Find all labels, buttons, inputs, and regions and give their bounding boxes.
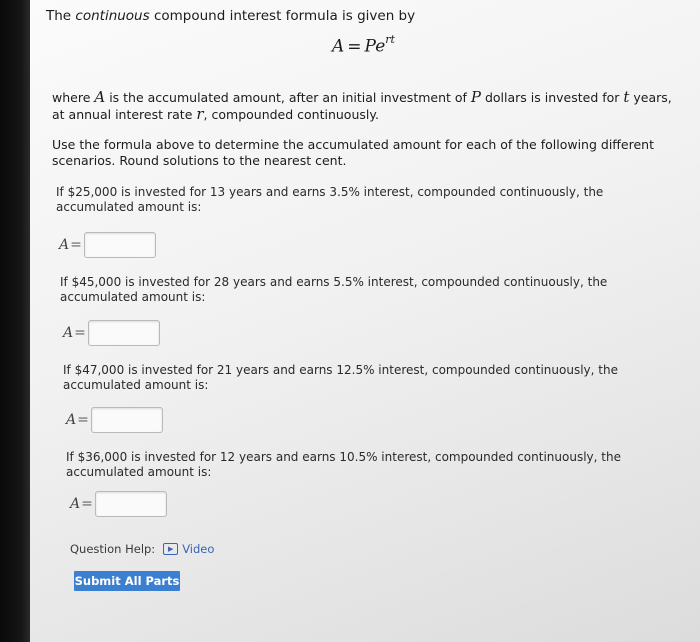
scenario-1-text: If $25,000 is invested for 13 years and earns 3.5% interest, compounded continuously, the accumulated amount is: xyxy=(56,185,604,214)
answer-label: A xyxy=(70,496,81,512)
compound-interest-formula: $A = Pe^{rt}$ xyxy=(332,33,395,57)
video-link-label: Video xyxy=(182,542,215,556)
scenario-4-answer xyxy=(70,491,167,517)
intro-emphasis: continuous xyxy=(75,8,150,24)
scenario-4-answer-input[interactable] xyxy=(95,491,167,517)
scenario-3-text: If $47,000 is invested for 21 years and earns 12.5% interest, compounded continuously, the accumulated amount is: xyxy=(63,363,618,392)
formula-exponent: rt xyxy=(385,33,395,46)
answer-equals: = xyxy=(74,325,86,341)
answer-equals: = xyxy=(70,237,82,253)
scenario-3-answer-input[interactable] xyxy=(91,407,163,433)
scenario-1-answer xyxy=(59,232,156,258)
question-help-label: Question Help: xyxy=(70,542,156,556)
scenario-3-answer xyxy=(66,407,163,433)
scenario-2-answer-input[interactable] xyxy=(88,320,160,346)
intro-text: The continuous compound interest formula is given by xyxy=(46,8,416,24)
answer-equals: = xyxy=(81,496,93,512)
answer-label: A xyxy=(63,325,74,341)
answer-label: A xyxy=(59,237,70,253)
variable-definitions: where A is the accumulated amount, after an initial investment of P dollars is invested for t years, at annual interest rate r, compounded continuously. xyxy=(52,88,672,123)
photo-left-edge xyxy=(0,0,30,642)
answer-equals: = xyxy=(77,412,89,428)
scenario-1-answer-input[interactable] xyxy=(84,232,156,258)
video-play-icon: ▶ xyxy=(163,543,178,555)
answer-label: A xyxy=(66,412,77,428)
scenario-2-answer xyxy=(63,320,160,346)
instructions-text: Use the formula above to determine the accumulated amount for each of the following different scenarios. Round solutions to the nearest cent. xyxy=(52,137,654,168)
scenario-2-text: If $45,000 is invested for 28 years and earns 5.5% interest, compounded continuously, the accumulated amount is: xyxy=(60,275,608,304)
scenario-4-text: If $36,000 is invested for 12 years and earns 10.5% interest, compounded continuously, the accumulated amount is: xyxy=(66,450,621,479)
submit-all-parts-button[interactable]: Submit All Parts xyxy=(74,571,180,591)
video-help-link[interactable] xyxy=(163,542,214,556)
question-page xyxy=(30,0,700,642)
question-help xyxy=(70,542,214,556)
